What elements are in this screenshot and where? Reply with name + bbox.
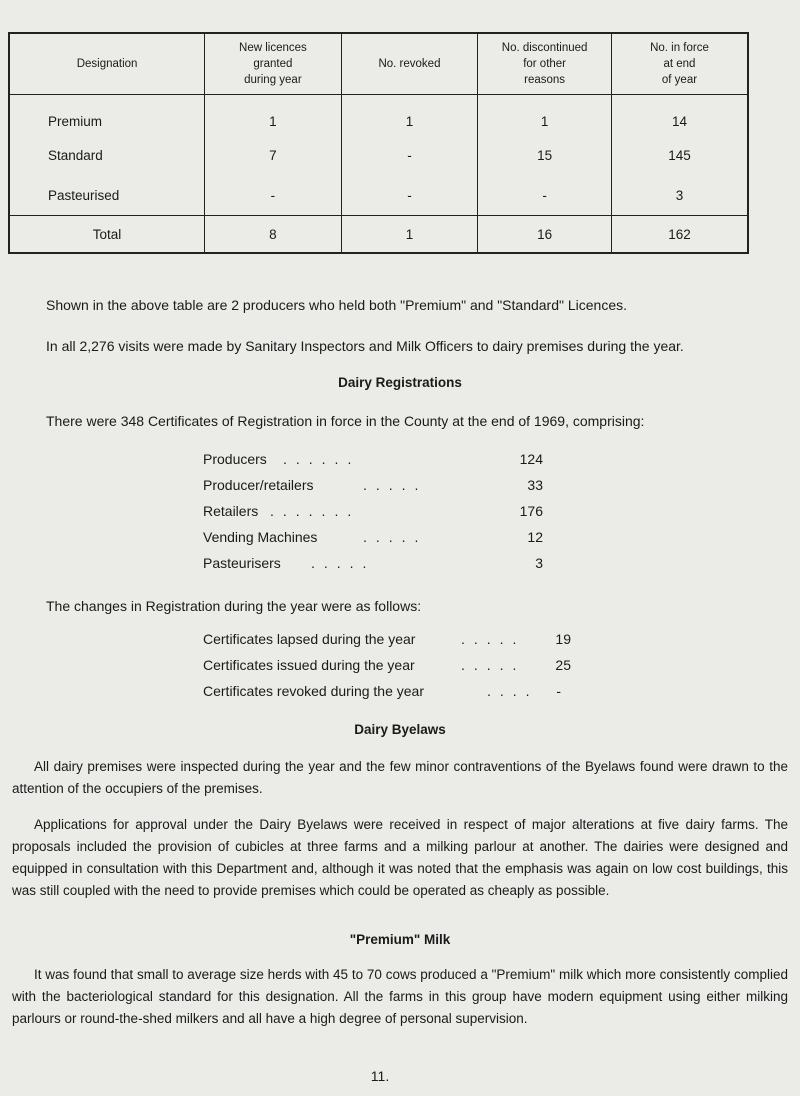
item-label: Producers xyxy=(203,451,267,467)
heading-dairy-byelaws: Dairy Byelaws xyxy=(354,722,446,737)
table-row xyxy=(9,135,748,175)
table-header-row xyxy=(9,33,748,95)
licences-table xyxy=(8,32,749,254)
leader-dots: ....... xyxy=(270,503,361,519)
list-item xyxy=(203,678,573,704)
header-line: granted xyxy=(253,58,293,70)
item-value: 176 xyxy=(519,503,543,519)
list-item xyxy=(203,472,543,498)
paragraph-text: Applications for approval under the Dairy Byelaws were received in respect of major alterations at five dairy farms. The proposals included the provision of cubicles at three farms and a milking parlour at another. The dairies were designed and equipped in consultation with this Department and, although it was noted that the emphasis was again on low cost buildings, this was still coupled with the need to provide premises which could be operated as cheaply as possible. xyxy=(12,817,788,898)
heading-dairy-registrations: Dairy Registrations xyxy=(338,375,462,390)
list-item xyxy=(203,498,543,524)
cell-designation: Premium xyxy=(48,113,103,129)
leader-dots: ..... xyxy=(363,477,428,493)
registrations-list xyxy=(203,446,543,576)
item-label: Certificates revoked during the year xyxy=(203,683,424,699)
table-row xyxy=(9,95,748,136)
cell-new: 7 xyxy=(205,135,342,175)
item-label: Certificates lapsed during the year xyxy=(203,631,416,647)
item-value: 25 xyxy=(555,657,571,673)
header-line: for other xyxy=(523,58,567,70)
item-label: Producer/retailers xyxy=(203,477,314,493)
leader-dots: ..... xyxy=(363,529,428,545)
cell-discontinued: - xyxy=(478,175,612,216)
changes-list xyxy=(203,626,573,704)
item-label: Retailers xyxy=(203,503,259,519)
cell-in-force: 145 xyxy=(611,135,748,175)
cell-discontinued: 1 xyxy=(478,95,612,136)
cell-total-revoked: 1 xyxy=(341,216,478,254)
leader-dots: ..... xyxy=(461,657,526,673)
cell-designation: Standard xyxy=(48,147,103,163)
table-note: Shown in the above table are 2 producers who held both "Premium" and "Standard" Licences. xyxy=(46,297,628,313)
header-line: No. discontinued xyxy=(501,42,588,54)
page-number: 11. xyxy=(370,1068,390,1084)
table-row xyxy=(9,175,748,216)
cell-new: - xyxy=(205,175,342,216)
visits-note: In all 2,276 visits were made by Sanitary Inspectors and Milk Officers to dairy premises during the year. xyxy=(46,338,684,354)
list-item xyxy=(203,652,573,678)
header-line: New licences xyxy=(239,42,307,54)
cell-revoked: - xyxy=(341,175,478,216)
header-revoked: No. revoked xyxy=(341,33,478,95)
cell-new: 1 xyxy=(205,95,342,136)
premium-milk-paragraph xyxy=(12,964,788,1030)
changes-intro: The changes in Registration during the year were as follows: xyxy=(46,598,422,614)
cell-in-force: 14 xyxy=(611,95,748,136)
item-value: 19 xyxy=(555,631,571,647)
header-in-force xyxy=(611,33,748,95)
header-designation: Designation xyxy=(9,33,205,95)
byelaws-paragraph-1 xyxy=(12,756,788,800)
item-value: 12 xyxy=(527,529,543,545)
item-value: - xyxy=(556,683,561,699)
registrations-intro: There were 348 Certificates of Registration in force in the County at the end of 1969, comprising: xyxy=(46,413,645,429)
header-new-licences xyxy=(205,33,342,95)
cell-revoked: - xyxy=(341,135,478,175)
cell-discontinued: 15 xyxy=(478,135,612,175)
item-value: 33 xyxy=(527,477,543,493)
header-line: at end xyxy=(663,58,696,70)
paragraph-text: All dairy premises were inspected during the year and the few minor contraventions of the Byelaws found were drawn to the attention of the occupiers of the premises. xyxy=(12,759,788,796)
list-item xyxy=(203,446,543,472)
header-discontinued xyxy=(478,33,612,95)
cell-total-in-force: 162 xyxy=(611,216,748,254)
leader-dots: ...... xyxy=(283,451,361,467)
list-item xyxy=(203,524,543,550)
cell-total-new: 8 xyxy=(205,216,342,254)
leader-dots: ..... xyxy=(461,631,526,647)
table-total-row xyxy=(9,216,748,254)
cell-total-label: Total xyxy=(9,216,205,254)
item-label: Pasteurisers xyxy=(203,555,281,571)
byelaws-paragraph-2 xyxy=(12,814,788,902)
header-line: No. in force xyxy=(650,42,709,54)
header-line: during year xyxy=(244,74,302,86)
item-label: Certificates issued during the year xyxy=(203,657,415,673)
list-item xyxy=(203,550,543,576)
header-line: reasons xyxy=(524,74,566,86)
leader-dots: .... xyxy=(487,683,539,699)
item-value: 124 xyxy=(519,451,543,467)
cell-designation: Pasteurised xyxy=(48,187,120,203)
item-value: 3 xyxy=(535,555,543,571)
cell-in-force: 3 xyxy=(611,175,748,216)
heading-premium-milk: "Premium" Milk xyxy=(349,932,451,947)
leader-dots: ..... xyxy=(311,555,376,571)
cell-total-discontinued: 16 xyxy=(478,216,612,254)
header-line: of year xyxy=(661,74,698,86)
item-label: Vending Machines xyxy=(203,529,318,545)
cell-revoked: 1 xyxy=(341,95,478,136)
list-item xyxy=(203,626,573,652)
paragraph-text: It was found that small to average size herds with 45 to 70 cows produced a "Premium" milk which more consistently complied with the bacteriological standard for this designation. All the farms in this group have modern equipment using either milking parlours or round-the-shed milkers and all have a high degree of personal supervision. xyxy=(12,967,788,1026)
